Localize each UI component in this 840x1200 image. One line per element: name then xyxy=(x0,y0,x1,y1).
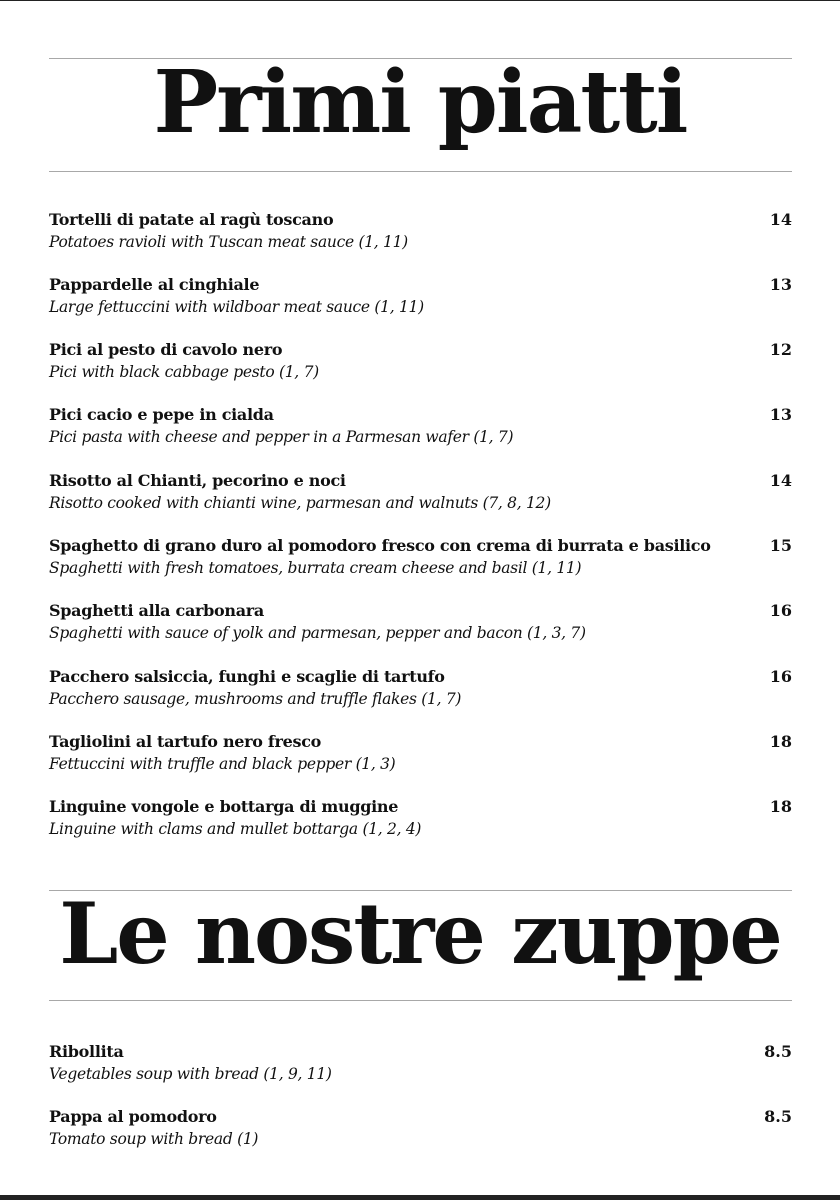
dish-price: 14 xyxy=(769,471,792,490)
dish-description: Vegetables soup with bread (1, 9, 11) xyxy=(49,1065,332,1083)
dish-name: Linguine vongole e bottarga di muggine xyxy=(49,797,399,816)
menu-item xyxy=(49,275,792,319)
dish-description: Pacchero sausage, mushrooms and truffle flakes (1, 7) xyxy=(49,690,462,708)
dish-name: Spaghetto di grano duro al pomodoro fresco con crema di burrata e basilico xyxy=(49,536,711,555)
dish-price: 15 xyxy=(769,536,792,555)
dish-name: Pappardelle al cinghiale xyxy=(49,275,260,294)
dish-price: 13 xyxy=(769,275,792,294)
menu-item xyxy=(49,667,792,711)
dish-name: Spaghetti alla carbonara xyxy=(49,601,264,620)
dish-price: 14 xyxy=(769,210,792,229)
dish-price: 16 xyxy=(769,601,792,620)
dish-description: Spaghetti with fresh tomatoes, burrata cream cheese and basil (1, 11) xyxy=(49,559,582,577)
title-rule-bottom xyxy=(49,1000,792,1001)
dish-price: 8.5 xyxy=(764,1107,792,1126)
dish-price: 18 xyxy=(769,797,792,816)
menu-item xyxy=(49,1042,792,1086)
dish-price: 8.5 xyxy=(764,1042,792,1061)
menu-item xyxy=(49,797,792,841)
dish-name: Pappa al pomodoro xyxy=(49,1107,217,1126)
dish-name: Tagliolini al tartufo nero fresco xyxy=(49,732,322,751)
dish-name: Risotto al Chianti, pecorino e noci xyxy=(49,471,346,490)
dish-description: Pici with black cabbage pesto (1, 7) xyxy=(49,363,319,381)
menu-item xyxy=(49,471,792,515)
dish-price: 16 xyxy=(769,667,792,686)
menu-item xyxy=(49,601,792,645)
dish-description: Linguine with clams and mullet bottarga (1, 2, 4) xyxy=(49,820,422,838)
dish-description: Large fettuccini with wildboar meat sauce (1, 11) xyxy=(49,298,424,316)
dish-price: 12 xyxy=(769,340,792,359)
dish-description: Pici pasta with cheese and pepper in a Parmesan wafer (1, 7) xyxy=(49,428,514,446)
dish-description: Risotto cooked with chianti wine, parmesan and walnuts (7, 8, 12) xyxy=(49,494,551,512)
title-rule-bottom xyxy=(49,171,792,172)
menu-item xyxy=(49,210,792,254)
menu-item xyxy=(49,405,792,449)
section-title-primi-piatti: Primi piatti xyxy=(153,52,687,153)
dish-price: 13 xyxy=(769,405,792,424)
menu-item xyxy=(49,340,792,384)
dish-name: Tortelli di patate al ragù toscano xyxy=(49,210,334,229)
dish-name: Pici al pesto di cavolo nero xyxy=(49,340,283,359)
dish-description: Fettuccini with truffle and black pepper (1, 3) xyxy=(49,755,396,773)
dish-description: Potatoes ravioli with Tuscan meat sauce (1, 11) xyxy=(49,233,408,251)
page-bottom-border xyxy=(0,1195,840,1200)
dish-price: 18 xyxy=(769,732,792,751)
dish-name: Pacchero salsiccia, funghi e scaglie di tartufo xyxy=(49,667,445,686)
dish-name: Pici cacio e pepe in cialda xyxy=(49,405,274,424)
dish-description: Spaghetti with sauce of yolk and parmesan, pepper and bacon (1, 3, 7) xyxy=(49,624,586,642)
menu-item xyxy=(49,1107,792,1151)
page-top-border xyxy=(0,0,840,1)
menu-item xyxy=(49,536,792,580)
section-title-le-nostre-zuppe: Le nostre zuppe xyxy=(59,884,781,983)
dish-name: Ribollita xyxy=(49,1042,124,1061)
dish-description: Tomato soup with bread (1) xyxy=(49,1130,259,1148)
menu-item xyxy=(49,732,792,776)
